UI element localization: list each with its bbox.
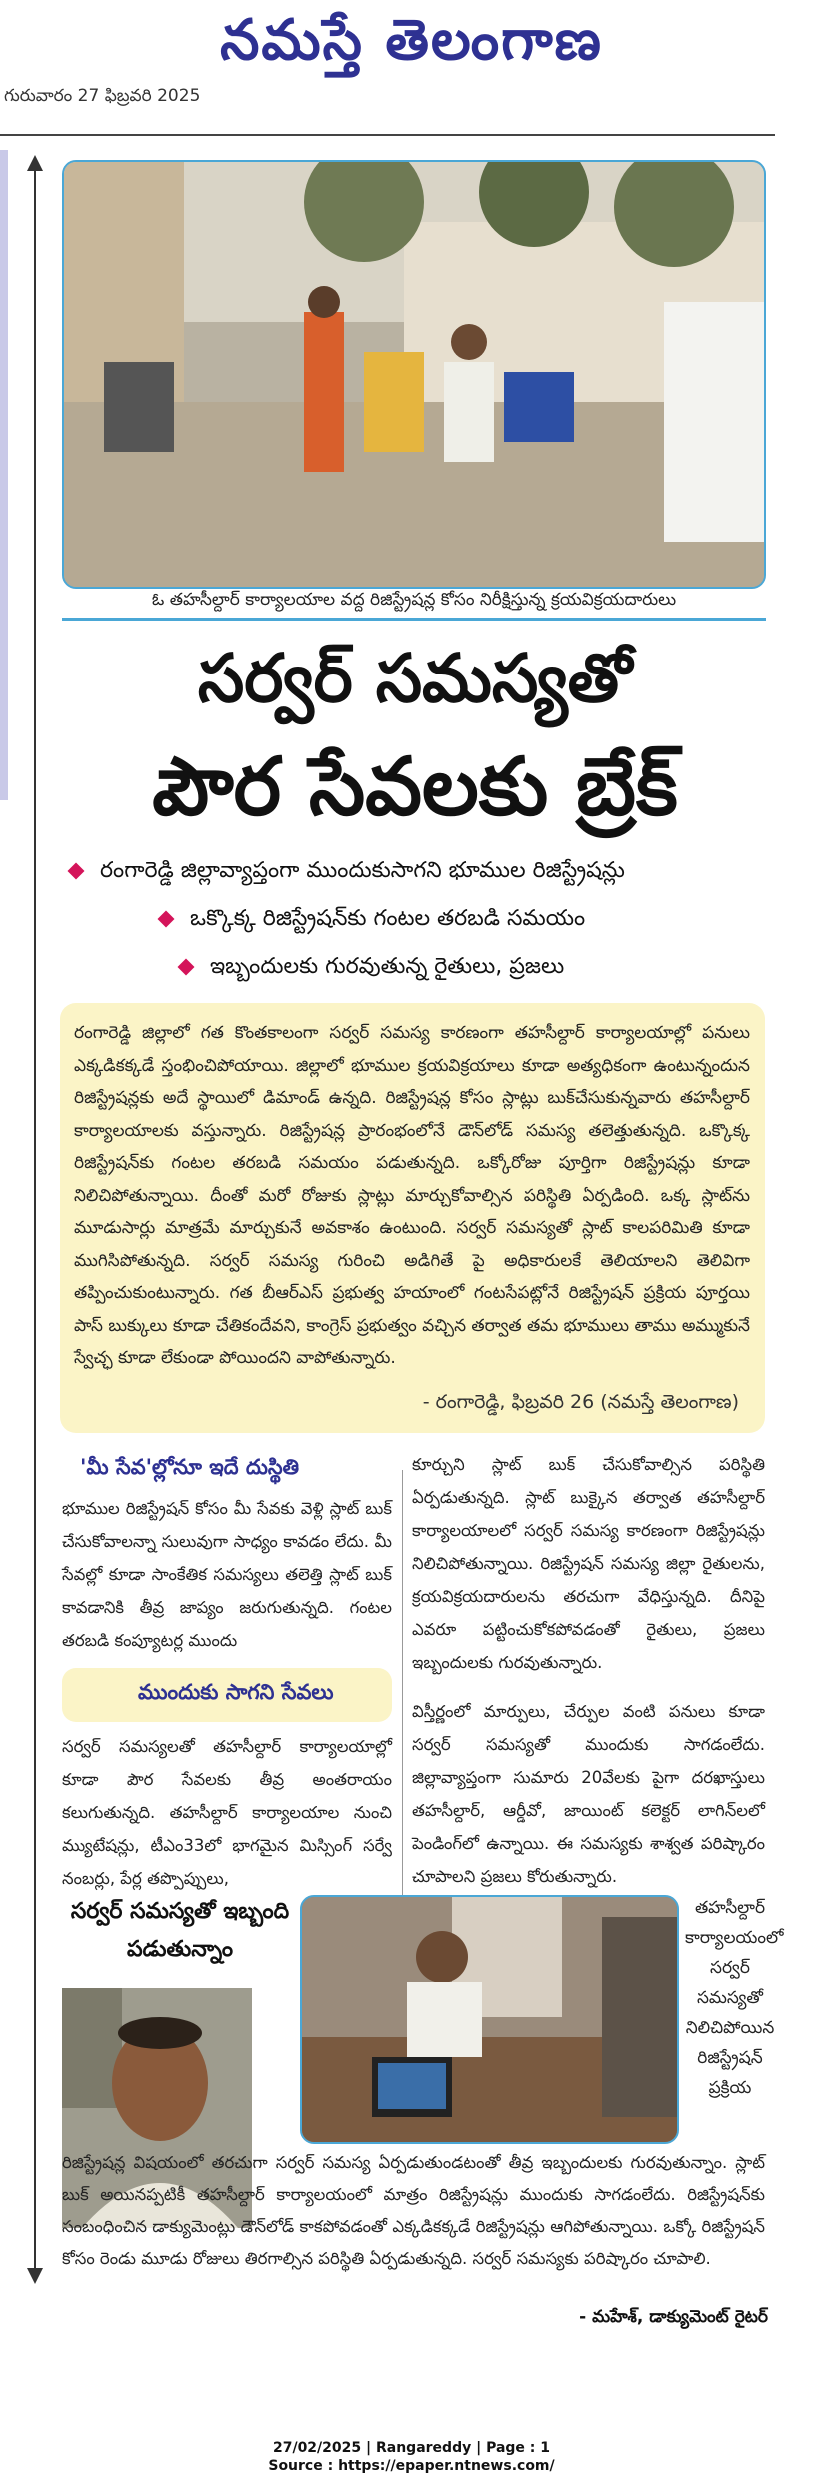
dateline: గురువారం 27 ఫిబ్రవరి 2025 (4, 86, 201, 106)
office-photo-caption: తహసీల్దార్ కార్యాలయంలో సర్వర్ సమస్యతో నిలిచిపోయిన రిజిస్ట్రేషన్ ప్రక్రియ (685, 1898, 784, 2098)
newspaper-logo: నమస్తే తెలంగాణ (220, 7, 603, 73)
bullet-item: ఇబ్బందులకు గురవుతున్న రైతులు, ప్రజలు (180, 954, 564, 984)
section-heading: ముందుకు సాగని సేవలు (138, 1680, 334, 1704)
main-photo (62, 160, 766, 589)
diamond-bullet-icon (178, 959, 195, 976)
arrow-down-icon (27, 2268, 43, 2284)
diamond-bullet-icon (158, 911, 175, 928)
summary-text: రంగారెడ్డి జిల్లాలో గత కొంతకాలంగా సర్వర్ సమస్య కారణంగా తహసీల్దార్ కార్యాలయాల్లో పనులు ఎక్కడికక్కడే స్తంభించిపోయాయి. జిల్లాలో భూముల క్రయవిక్రయాలు కూడా అత్యధికంగా ఉంటున్నందున రిజిస్ట్రేషన్లకు అదే స్థాయిలో డిమాండ్ ఉన్నది. రిజిస్ట్రేషన్ల కోసం స్లాట్లు బుక్‌చేసుకున్నవారు తహసీల్దార్ కార్యాలయాలకు వస్తున్నారు. రిజిస్ట్రేషన్ల ప్రారంభంలోనే డౌన్‌లోడ్ సమస్య తలెత్తుతున్నది. ఒక్కొక్క రిజిస్ట్రేషన్‌కు గంటల తరబడి సమయం పడుతున్నది. ఒక్కోరోజు పూర్తిగా రిజిస్ట్రేషన్లు కూడా నిలిచిపోతున్నాయి. దీంతో మరో రోజుకు స్లాట్లు మార్చుకోవాల్సిన పరిస్థితి ఏర్పడింది. ఒక్క స్లాట్‌ను మూడుసార్లు మాత్రమే మార్చుకునే అవకాశం ఉంటుంది. సర్వర్ సమస్యతో స్లాట్ కాలపరిమితి కూడా ముగిసిపోతున్నది. సర్వర్ సమస్య గురించి అడిగితే పై అధికారులకే తెలియాలని తెలివిగా తప్పించుకుంటున్నారు. గత బీఆర్‌ఎస్ ప్రభుత్వ హయాంలో గంటసేపట్లోనే రిజిస్ట్రేషన్ ప్రక్రియ పూర్తయి పాస్ బుక్కులు కూడా చేతికందేవని, కాంగ్రెస్ ప్రభుత్వం వచ్చిన తర్వాత తమ భూములు తాము అమ్ముకునే స్వేచ్ఛ కూడా లేకుండా పోయిందని వాపోతున్నారు. (74, 1023, 750, 1368)
photo-illustration (64, 162, 764, 587)
bullet-item: రంగారెడ్డి జిల్లావ్యాప్తంగా ముందుకుసాగని భూముల రిజిస్ట్రేషన్లు (70, 858, 625, 888)
section-body: భూముల రిజిస్ట్రేషన్ కోసం మీ సేవకు వెళ్లి స్లాట్ బుక్ చేసుకోవాలన్నా సులువుగా సాధ్యం కావడం లేదు. మీ సేవల్లో కూడా సాంకేతిక సమస్యలు తలెత్తి స్లాట్ బుక్ కావడానికి తీవ్ర జాప్యం జరుగుతున్నది. గంటల తరబడి కంప్యూటర్ల ముందు (62, 1499, 392, 1650)
quote-heading: సర్వర్ సమస్యతో ఇబ్బంది పడుతున్నాం (70, 1899, 290, 1962)
footer-source: Source : https://epaper.ntnews.com/ (268, 2458, 555, 2474)
byline: - రంగారెడ్డి, ఫిబ్రవరి 26 (నమస్తే తెలంగాణ) (422, 1391, 739, 1413)
section-body-continued: విస్తీర్ణంలో మార్పులు, చేర్పుల వంటి పనులు కూడా సర్వర్ సమస్యతో ముందుకు సాగడంలేదు. జిల్లావ్యాప్తంగా సుమారు 20వేలకు పైగా దరఖాస్తులు తహసీల్దార్, ఆర్డీవో, జాయింట్ కలెక్టర్ లాగిన్‌లలో పెండింగ్‌లో ఉన్నాయి. ఈ సమస్యకు శాశ్వత పరిష్కారం చూపాలని ప్రజలు కోరుతున్నారు. (412, 1702, 765, 1886)
headline-line-1: సర్వర్ సమస్యతో (197, 640, 633, 717)
summary-box (60, 1003, 765, 1433)
footer-edition: 27/02/2025 | Rangareddy | Page : 1 (272, 2440, 551, 2456)
section-body: సర్వర్ సమస్యలతో తహసీల్దార్ కార్యాలయాల్లో కూడా పౌర సేవలకు తీవ్ర అంతరాయం కలుగుతున్నది. తహసీల్దార్ కార్యాలయాల నుంచి మ్యుటేషన్లు, టీఎం33లో భాగమైన మిస్సింగ్ సర్వే నంబర్లు, పేర్ల తప్పొప్పులు, (62, 1737, 392, 1888)
section-heading: 'మీ సేవ'ల్లోనూ ఇదే దుస్థితి (80, 1455, 300, 1479)
diamond-bullet-icon (68, 863, 85, 880)
section-body-continued: కూర్చుని స్లాట్ బుక్ చేసుకోవాల్సిన పరిస్థితి ఏర్పడుతున్నది. స్లాట్ బుక్కైన తర్వాత తహసీల్దార్ కార్యాలయాలలో సర్వర్ సమస్య కారణంగా రిజిస్ట్రేషన్లు నిలిచిపోతున్నాయి. రిజిస్ట్రేషన్ సమస్య జిల్లా రైతులను, క్రయవిక్రయదారులను తరచుగా వేధిస్తున్నది. దీనిపై ఎవరూ పట్టించుకోకపోవడంతో రైతులు, ప్రజలు ఇబ్బందులకు గురవుతున్నారు. (412, 1455, 765, 1672)
quote-text: రిజిస్ట్రేషన్ల విషయంలో తరచుగా సర్వర్ సమస్య ఏర్పడుతుండటంతో తీవ్ర ఇబ్బందులకు గురవుతున్నాం. స్లాట్ బుక్ అయినప్పటికీ తహసీల్దార్ కార్యాలయంలో మాత్రం రిజిస్ట్రేషన్లు ముందుకు సాగడంలేదు. రిజిస్ట్రేషన్‌కు సంబంధించిన డాక్యుమెంట్లు డౌన్‌లోడ్ కాకపోవడంతో ఎక్కడికక్కడే రిజిస్ట్రేషన్లు ఆగిపోతున్నాయి. ఒక్కో రిజిస్ట్రేషన్ కోసం రెండు మూడు రోజులు తిరగాల్సిన పరిస్థితి ఏర్పడుతున్నది. సర్వర్ సమస్యకు పరిష్కారం చూపాలి. (62, 2153, 765, 2268)
caption-rule (62, 618, 766, 621)
office-photo (300, 1895, 679, 2144)
quote-author: - మహేశ్, డాక్యుమెంట్ రైటర్ (579, 2307, 768, 2327)
photo-caption: ఓ తహసీల్దార్ కార్యాలయాల వద్ద రిజిస్ట్రేషన్ల కోసం నిరీక్షిస్తున్న క్రయవిక్రయదారులు (151, 590, 677, 610)
arrow-up-icon (27, 155, 43, 171)
top-rule (0, 134, 775, 136)
left-margin-strip (0, 150, 8, 800)
office-illustration (302, 1897, 677, 2142)
column-guide-line (34, 160, 36, 2280)
headline-line-2: పౌర సేవలకు బ్రేక్ (152, 740, 678, 833)
bullet-item: ఒక్కొక్క రిజిస్ట్రేషన్‌కు గంటల తరబడి సమయం (160, 906, 585, 936)
masthead (0, 0, 823, 80)
